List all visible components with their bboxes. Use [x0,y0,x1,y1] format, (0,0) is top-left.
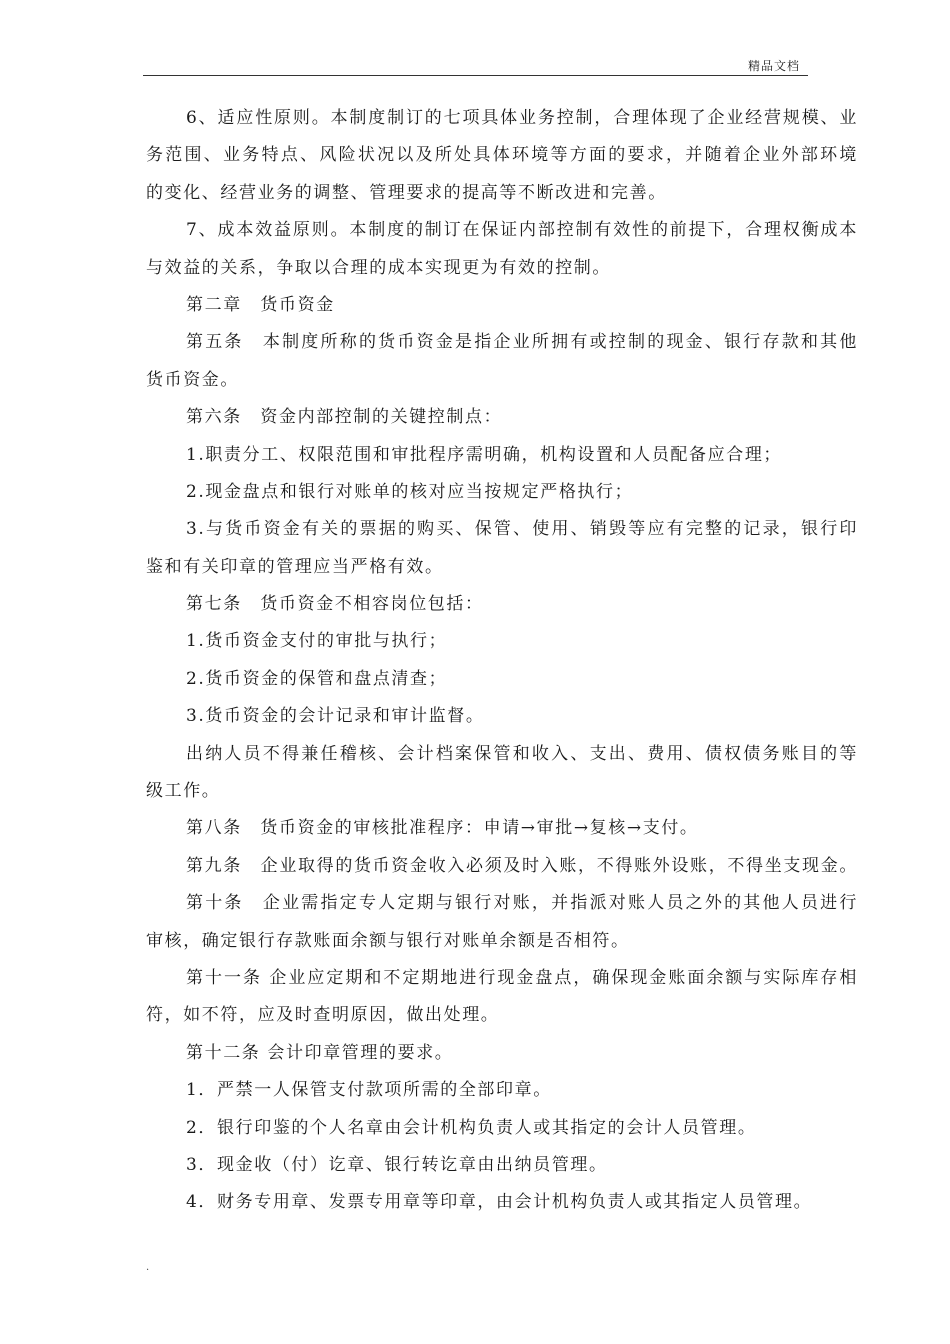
footer-mark: . [146,1262,150,1273]
text-line: 1.职责分工、权限范围和审批程序需明确，机构设置和人员配备应合理； [186,444,783,465]
text-line: 第十二条 会计印章管理的要求。 [186,1042,454,1063]
text-line: 2．银行印鉴的个人名章由会计机构负责人或其指定的会计人员管理。 [186,1117,757,1138]
text-line: 与效益的关系，争取以合理的成本实现更为有效的控制。 [146,257,611,278]
document-body [146,100,858,1222]
text-line: 鉴和有关印章的管理应当严格有效。 [146,556,444,577]
text-line: 1．严禁一人保管支付款项所需的全部印章。 [186,1080,552,1101]
text-line: 3.与货币资金有关的票据的购买、保管、使用、销毁等应有完整的记录，银行印 [186,519,858,540]
text-line: 6、适应性原则。本制度制订的七项具体业务控制，合理体现了企业经营规模、业 [186,108,858,128]
text-line: 3.货币资金的会计记录和审计监督。 [186,706,485,727]
text-line: 第十一条 企业应定期和不定期地进行现金盘点，确保现金账面余额与实际库存相 [186,967,858,988]
text-line: 务范围、业务特点、风险状况以及所处具体环境等方面的要求，并随着企业外部环境 [146,145,858,166]
text-line: 第八条 货币资金的审核批准程序：申请→审批→复核→支付。 [186,818,699,839]
text-line: 出纳人员不得兼任稽核、会计档案保管和收入、支出、费用、债权债务账目的等 [186,743,858,764]
text-line: 1.货币资金支付的审批与执行； [186,631,448,652]
text-line: 第六条 资金内部控制的关键控制点： [186,407,503,428]
text-line: 第七条 货币资金不相容岗位包括： [186,594,484,615]
text-line: 第二章 货币资金 [186,294,335,315]
text-line: 符，如不符，应及时查明原因，做出处理。 [146,1005,500,1026]
text-line: 货币资金。 [146,369,239,390]
header-divider [143,75,808,76]
page-header-label: 精品文档 [748,59,801,73]
text-line: 第十条 企业需指定专人定期与银行对账，并指派对账人员之外的其他人员进行 [186,893,858,914]
text-line: 7、成本效益原则。本制度的制订在保证内部控制有效性的前提下，合理权衡成本 [186,220,858,241]
text-line: 第五条 本制度所称的货币资金是指企业所拥有或控制的现金、银行存款和其他 [186,332,858,353]
text-line: 级工作。 [146,781,221,802]
text-line: 3．现金收（付）讫章、银行转讫章由出纳员管理。 [186,1154,608,1175]
text-line: 2.现金盘点和银行对账单的核对应当按规定严格执行； [186,481,634,502]
text-line: 的变化、经营业务的调整、管理要求的提高等不断改进和完善。 [146,182,667,203]
text-line: 4．财务专用章、发票专用章等印章，由会计机构负责人或其指定人员管理。 [186,1192,813,1213]
text-line: 审核，确定银行存款账面余额与银行对账单余额是否相符。 [146,930,630,951]
text-line: 第九条 企业取得的货币资金收入必须及时入账，不得账外设账，不得坐支现金。 [186,855,858,876]
text-line: 2.货币资金的保管和盘点清查； [186,668,448,689]
